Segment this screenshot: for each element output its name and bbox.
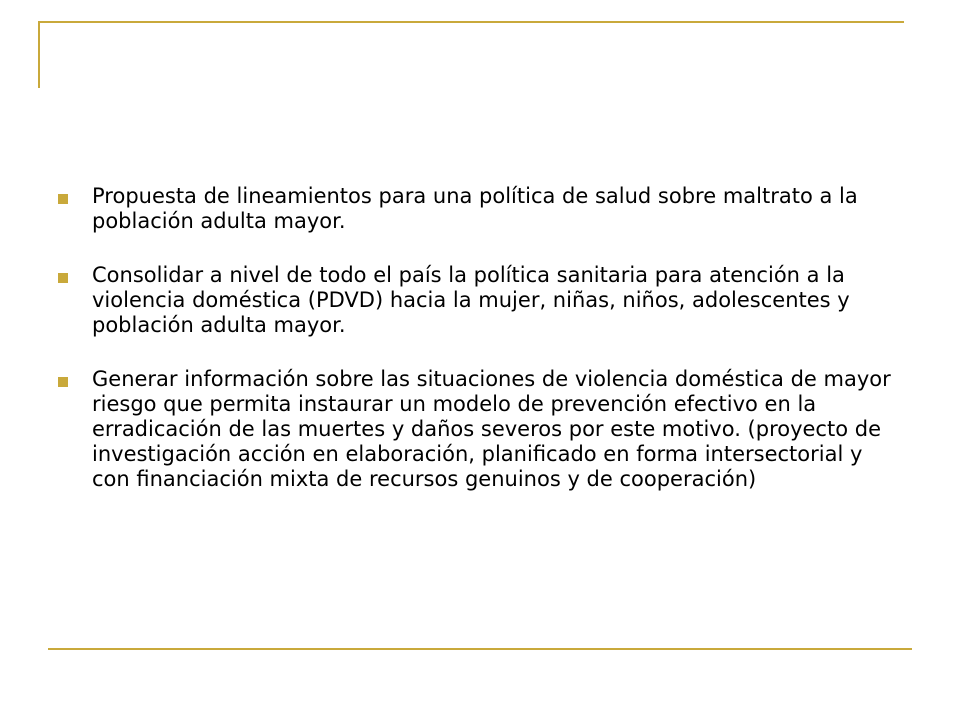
bullet-text: Consolidar a nivel de todo el país la política sanitaria para atención a la violencia doméstica (PDVD) hacia la mujer, niñas, niños, adolescentes y población adulta mayor.	[92, 263, 850, 337]
square-bullet-icon	[58, 273, 68, 283]
bullet-item	[58, 184, 908, 234]
frame-left-line	[38, 21, 40, 88]
bullet-item	[58, 263, 908, 338]
frame-top-line	[38, 21, 904, 23]
bullet-list	[58, 184, 908, 521]
square-bullet-icon	[58, 377, 68, 387]
bullet-text: Generar información sobre las situaciones de violencia doméstica de mayor riesgo que permita instaurar un modelo de prevención efectivo en la erradicación de las muertes y daños severos por este motivo. (proyecto de investigación acción en elaboración, planificado en forma intersectorial y con financiación mixta de recursos genuinos y de cooperación)	[92, 367, 891, 491]
frame-bottom-line	[48, 648, 912, 650]
square-bullet-icon	[58, 194, 68, 204]
bullet-item	[58, 367, 908, 492]
bullet-text: Propuesta de lineamientos para una política de salud sobre maltrato a la población adulta mayor.	[92, 184, 858, 233]
